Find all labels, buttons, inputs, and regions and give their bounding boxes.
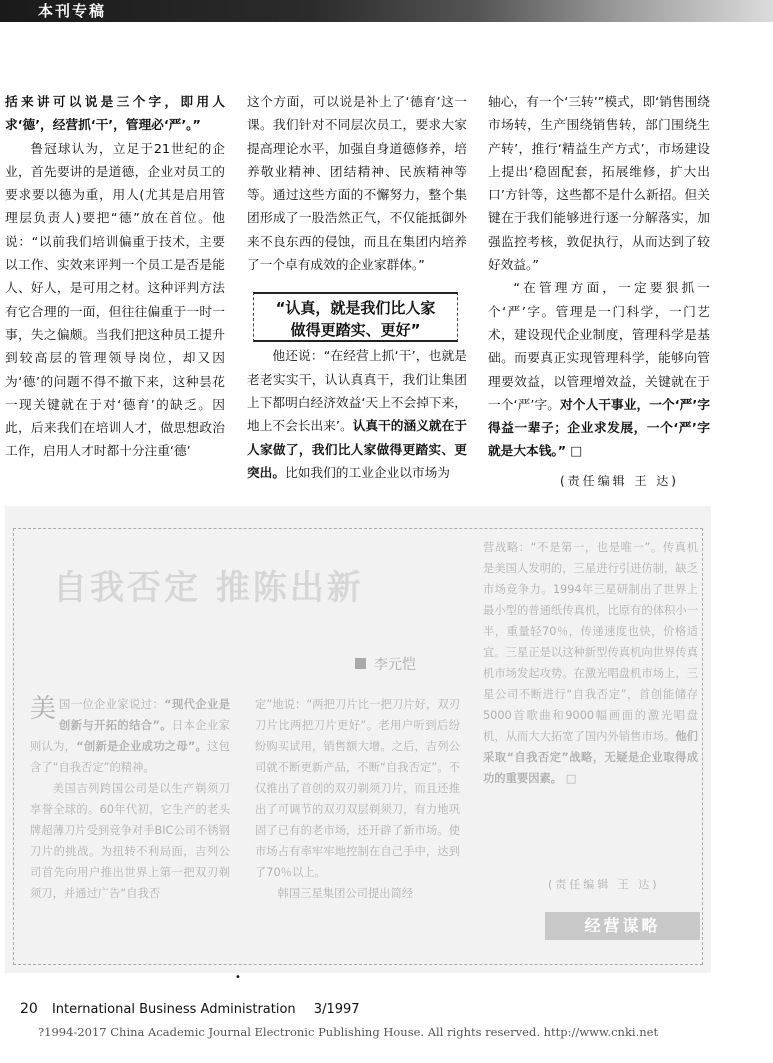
paragraph: 这个方面，可以说是补上了‘德育’这一课。我们针对不同层次员工，要求大家提高理论水平，加强自身道德修养，培养敬业精神、团结精神、民族精神等等。通过这些方面的不懈努力，整个集团形成了一股浩然正气，不仅能抵御外来不良东西的侵蚀，而且在集团内培养了一个卓有成效的企业家群体。” [247,94,467,273]
bold-text: 认真干的涵义就在于人家做了，我们比人家做得更踏实、更突出。 [247,418,467,480]
journal-name: International Business Administration [51,1002,296,1017]
article1-column-1 [5,90,225,463]
text-span: 国一位企业家说过： [59,698,165,711]
paragraph: 轴心，有一个‘三转’”模式，即‘销售围绕市场转，生产围绕销售转，部门围绕生产转’，推行‘精益生产方式’，市场建设上提出‘稳固配套，拓展维修，扩大出口’方针等，这些都不是什么新招。但关键在于我们能够进行逐一分解落实，加强监控考核，敦促执行，从而达到了较好效益。” [488,94,710,273]
page-number: 20 [20,1001,38,1017]
page-footer [20,1001,360,1017]
article2-column-1 [30,694,230,904]
section-header [0,0,773,22]
article2-author [355,654,416,674]
dot-mark: • [235,972,241,983]
paragraph: 定”地说：“两把刀片比一把刀片好，双刃刀片比两把刀片更好”。老用户听到后纷纷购买试用，销售额大增。之后，吉列公司就不断更新产品，不断“自我否定”。不仅推出了首创的双刃剃须刀片，而且还推出了可调节的双刃双层剃须刀，有力地巩固了已有的老市场，还开辟了新市场。使市场占有率牢牢地控制在自己手中，达到了70％以上。 [255,698,460,879]
paragraph: 美国吉列跨国公司是以生产剃须刀享誉全球的。60年代初，它生产的老头牌超薄刀片受到竞争对手BIC公司不锈钢刀片的挑战。为扭转不利局面，吉列公司首先向用户推出世界上第一把双刃剃须刀，并通过广告“自我否 [30,782,230,900]
pull-quote-line-1: “认真，就是我们比人家 [275,299,436,317]
section-tag: 经营谋略 [545,912,700,940]
bold-text: 对个人干事业，一个‘严’字得益一辈子；企业求发展，一个‘严’字就是大本钱。” [488,396,710,459]
square-icon [355,658,366,669]
text-span: 这包含了“自我否定”的精神。 [30,740,230,774]
paragraph [247,344,467,484]
pull-quote-line-2: 做得更踏实、更好” [290,321,421,339]
pull-quote [253,292,458,342]
bold-text: “现代企业是创新与开拓的结合”。 [59,698,230,732]
paragraph [483,537,698,789]
header-band [0,0,773,22]
article2-column-2 [255,694,460,904]
article1-column-3 [488,90,710,463]
paragraph [488,276,710,462]
paragraph: 韩国三星集团公司提出简经 [277,887,414,900]
paragraph: 括来讲可以说是三个字，即用人求‘德’，经营抓‘干’，管理必‘严’。” [5,94,225,133]
section-title: 本刊专稿 [38,2,107,20]
issue-number: 3/1997 [313,1002,360,1017]
article1-column-2 [247,90,467,484]
article2-title: 自我否定 推陈出新 [53,568,364,608]
text-span: 日本企业家则认为， [30,719,230,753]
text-span: “在管理方面，一定要狠抓一个‘严’字。管理是一门科学，一门艺术，建设现代企业制度，管理科学是基础。而要真正实现管理科学，能够向管理要效益，以管理增效益，关键就在于一个‘严’字。 [488,280,710,412]
article2-column-3 [483,537,698,789]
drop-cap: 美 [30,694,57,724]
paragraph: 鲁冠球认为，立足于21世纪的企业，首先要讲的是道德，企业对员工的要求要以德为重，用人(尤其是启用管理层负责人)要把“德”放在首位。他说：“以前我们培训偏重于技术，主要以工作、实效来评判一个员工是否是能人、好人，是可用之材。这种评判方法有它合理的一面，但往往偏重于一时一事，失之偏颇。当我们把这种员工提升到较高层的管理领导岗位，却又因为‘德’的问题不得不撤下来，这种昙花一现关键就在于对‘德育’的缺乏。因此，后来我们在培训人才，做思想政治工作，启用人才时都十分注重‘德’ [5,140,225,459]
text-span: 他还说：“在经营上抓‘干’，也就是老老实实干，认认真真干，我们让集团上下都明白经济效益‘天上不会掉下来，地上不会长出来’。 [247,348,467,434]
end-mark: □ [570,443,583,459]
bold-text: “创新是企业成功之母”。 [76,740,208,753]
text-span: 比如我们的工业企业以市场为 [285,464,450,480]
bold-text: 他们采取“自我否定”战略，无疑是企业取得成功的重要因素。 [483,730,698,785]
editor-signature: (责任编辑 王 达) [560,474,679,488]
paragraph [30,694,230,778]
author-name: 李元恺 [374,657,416,673]
copyright-line: ?1994-2017 China Academic Journal Electronic Publishing House. All rights reserved. http://www.cnki.net [38,1025,659,1039]
article2-editor-signature: (责任编辑 王 达) [548,878,660,891]
text-span: 营战略：“不是第一，也是唯一”。传真机是美国人发明的，三星进行引进仿制，缺乏市场竞争力。1994年三星研制出了世界上最小型的普通纸传真机，比原有的体积小一半，重量轻70％，传递速度也快，价格适宜。三星正是以这种新型传真机向世界传真机市场发起攻势。在激光唱盘机市场上，三星公司不断进行“自我否定”，首创能储存5000首歌曲和9000幅画面的激光唱盘机，从而大大拓宽了国内外销售市场。 [483,541,698,743]
end-mark: □ [565,772,577,785]
